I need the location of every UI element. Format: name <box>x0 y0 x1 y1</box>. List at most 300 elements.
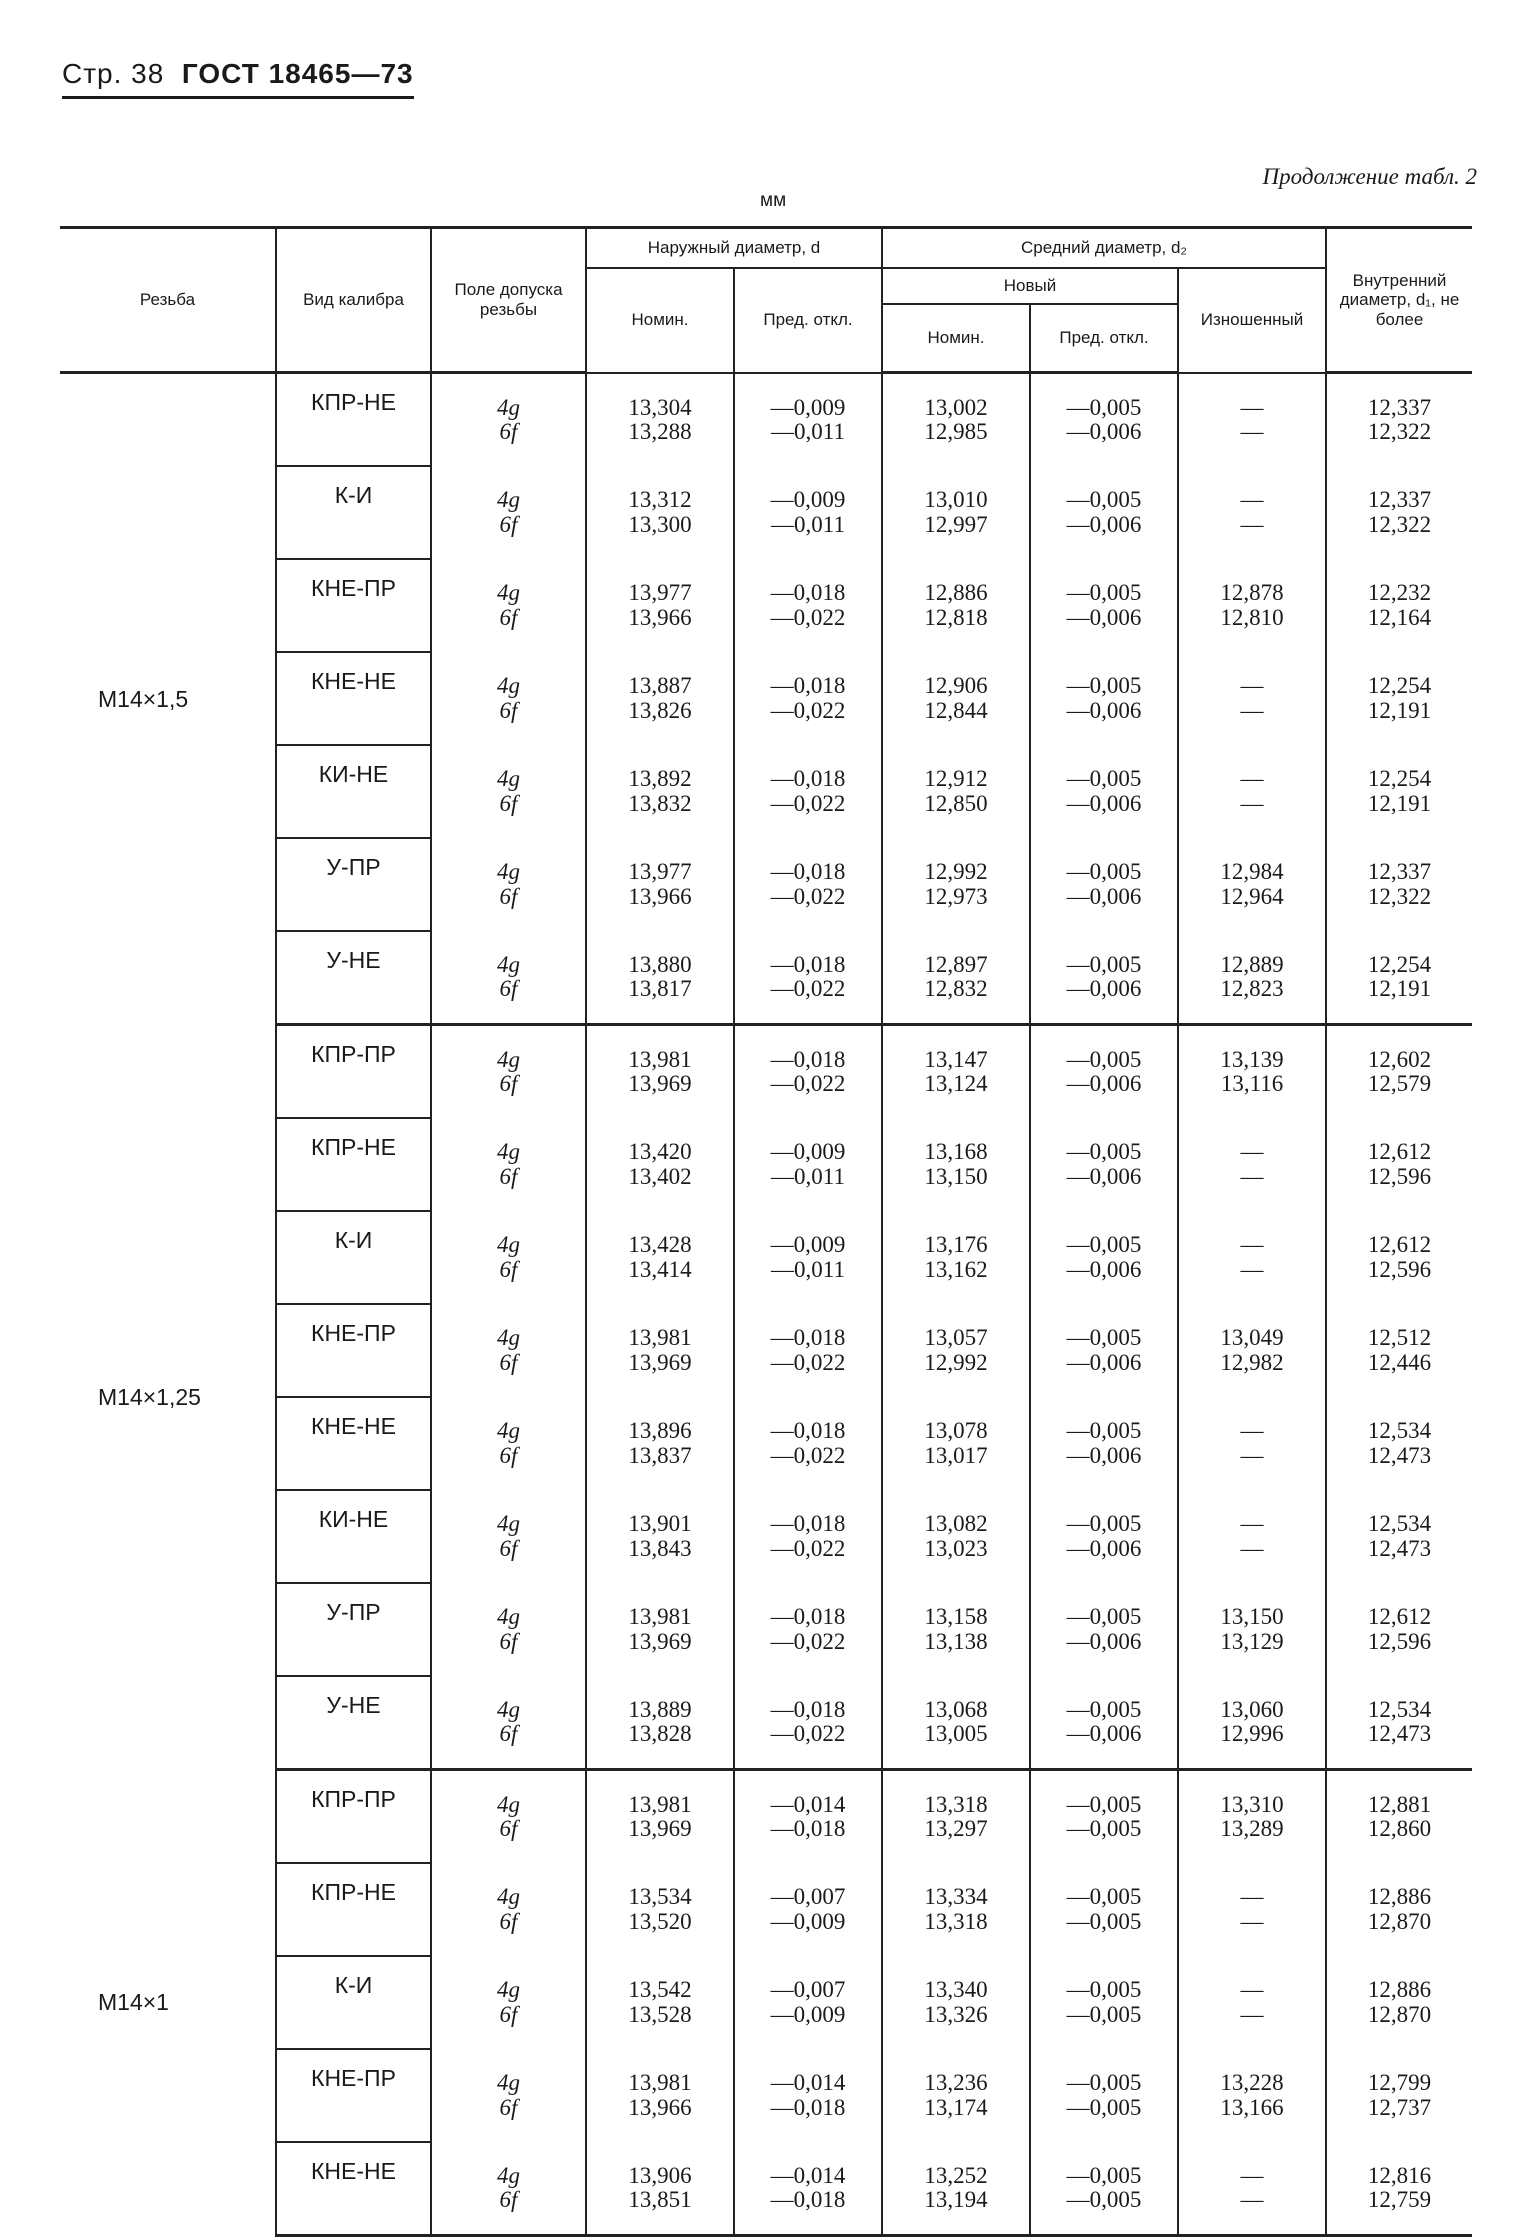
tolerance-value: 6f <box>499 1535 518 1561</box>
outer-deviation-values <box>734 838 882 931</box>
mean-worn-values <box>1178 931 1326 1025</box>
mean-nominal-value: 13,334 <box>924 1884 988 1910</box>
mean-deviation-value: —0,006 <box>1066 976 1142 1001</box>
inner-diameter-values <box>1326 745 1472 838</box>
outer-deviation-values <box>734 1025 882 1119</box>
tolerance-value: 4g <box>497 1139 520 1165</box>
mean-nominal-value: 13,023 <box>924 1535 988 1561</box>
inner-diameter-value: 12,512 <box>1367 1325 1432 1351</box>
outer-deviation-value: —0,018 <box>770 1604 846 1630</box>
mean-worn-value: 12,810 <box>1220 604 1284 630</box>
mean-deviation-value: —0,006 <box>1066 1535 1142 1561</box>
tolerance-value: 4g <box>497 580 520 606</box>
outer-deviation-value: —0,007 <box>770 1977 846 2003</box>
outer-deviation-value: —0,011 <box>771 1163 845 1189</box>
mean-nominal-value: 13,147 <box>924 1046 988 1072</box>
outer-deviation-values <box>734 559 882 652</box>
gauge-type: КПР-НЕ <box>276 1863 431 1956</box>
outer-nominal-value: 13,828 <box>628 1721 692 1746</box>
mean-deviation-value: —0,005 <box>1066 951 1142 977</box>
outer-nominal-value: 13,520 <box>628 1908 692 1934</box>
outer-deviation-value: —0,018 <box>770 859 846 885</box>
outer-nominal-value: 13,966 <box>628 2094 692 2120</box>
tolerance-value: 4g <box>497 859 520 885</box>
tolerance-value: 4g <box>497 394 520 420</box>
mean-deviation-values <box>1030 466 1178 559</box>
mean-deviation-value: —0,005 <box>1066 1139 1142 1165</box>
col-mean-nominal: Номин. <box>882 304 1030 373</box>
tolerance-value: 4g <box>497 487 520 513</box>
mean-worn-values <box>1178 373 1326 467</box>
outer-nominal-value: 13,420 <box>628 1139 692 1165</box>
mean-nominal-value: 12,844 <box>924 697 988 723</box>
tolerance-value: 4g <box>497 766 520 792</box>
outer-nominal-value: 13,826 <box>628 697 692 723</box>
outer-deviation-values <box>734 1490 882 1583</box>
tolerance-value: 4g <box>497 1884 520 1910</box>
mean-nominal-value: 13,340 <box>924 1977 988 2003</box>
inner-diameter-value: 12,596 <box>1367 1256 1432 1282</box>
outer-deviation-value: —0,022 <box>770 1628 846 1654</box>
mean-deviation-value: —0,005 <box>1066 859 1142 885</box>
mean-worn-values <box>1178 1770 1326 1864</box>
tolerance-value: 4g <box>497 2070 520 2096</box>
tolerance-value: 4g <box>497 1325 520 1351</box>
outer-deviation-values <box>734 1304 882 1397</box>
outer-nominal-value: 13,889 <box>628 1696 692 1722</box>
mean-deviation-value: —0,006 <box>1066 697 1142 723</box>
outer-nominal-value: 13,901 <box>628 1511 692 1537</box>
outer-deviation-value: —0,022 <box>770 1535 846 1561</box>
mean-deviation-values <box>1030 1956 1178 2049</box>
table-continuation-note: Продолжение табл. 2 <box>1262 164 1477 189</box>
col-mean-deviation: Пред. откл. <box>1030 304 1178 373</box>
mean-deviation-values <box>1030 1397 1178 1490</box>
tolerance-value: 6f <box>499 1816 518 1841</box>
gauge-type: КИ-НЕ <box>276 745 431 838</box>
outer-nominal-value: 13,312 <box>628 487 692 513</box>
mean-deviation-values <box>1030 2142 1178 2236</box>
outer-deviation-value: —0,009 <box>770 1139 846 1165</box>
mean-worn-value: — <box>1240 1139 1264 1165</box>
tolerance-value: 4g <box>497 951 520 977</box>
col-mean-worn: Изношенный <box>1178 268 1326 373</box>
mean-deviation-value: —0,006 <box>1066 1628 1142 1654</box>
mean-worn-value: 12,984 <box>1220 859 1284 885</box>
outer-nominal-value: 13,969 <box>628 1816 692 1841</box>
mean-worn-value: — <box>1240 1163 1264 1189</box>
inner-diameter-value: 12,612 <box>1367 1232 1432 1258</box>
inner-diameter-value: 12,446 <box>1367 1349 1432 1375</box>
tolerance-values <box>431 745 586 838</box>
outer-deviation-value: —0,018 <box>770 1511 846 1537</box>
mean-nominal-value: 13,297 <box>924 1816 988 1841</box>
outer-deviation-value: —0,014 <box>770 1791 846 1817</box>
outer-nominal-values <box>586 745 734 838</box>
tolerance-value: 6f <box>499 1256 518 1282</box>
mean-deviation-values <box>1030 373 1178 467</box>
mean-deviation-values <box>1030 2049 1178 2142</box>
tolerance-values <box>431 931 586 1025</box>
inner-diameter-values <box>1326 466 1472 559</box>
gauge-type: У-ПР <box>276 838 431 931</box>
inner-diameter-value: 12,816 <box>1367 2162 1432 2188</box>
col-thread: Резьба <box>60 228 276 373</box>
gauge-type: КИ-НЕ <box>276 1490 431 1583</box>
mean-worn-values <box>1178 838 1326 931</box>
inner-diameter-value: 12,870 <box>1367 2001 1432 2027</box>
mean-nominal-value: 13,318 <box>924 1908 988 1934</box>
inner-diameter-value: 12,881 <box>1367 1791 1432 1817</box>
inner-diameter-values <box>1326 652 1472 745</box>
mean-nominal-values <box>882 1304 1030 1397</box>
gauge-type: У-НЕ <box>276 1676 431 1770</box>
gauge-type: КНЕ-ПР <box>276 559 431 652</box>
gauge-type: У-ПР <box>276 1583 431 1676</box>
tolerance-value: 6f <box>499 697 518 723</box>
mean-deviation-value: —0,005 <box>1066 2187 1142 2212</box>
mean-deviation-values <box>1030 1770 1178 1864</box>
mean-nominal-value: 12,850 <box>924 790 988 816</box>
outer-nominal-value: 13,304 <box>628 394 692 420</box>
mean-worn-value: — <box>1240 1418 1264 1444</box>
mean-nominal-values <box>882 2142 1030 2236</box>
outer-nominal-value: 13,966 <box>628 883 692 909</box>
mean-nominal-values <box>882 838 1030 931</box>
outer-deviation-value: —0,022 <box>770 1071 846 1096</box>
outer-deviation-values <box>734 1956 882 2049</box>
inner-diameter-value: 12,337 <box>1367 859 1432 885</box>
tolerance-value: 6f <box>499 511 518 537</box>
mean-nominal-value: 12,973 <box>924 883 988 909</box>
outer-nominal-value: 13,428 <box>628 1232 692 1258</box>
outer-deviation-values <box>734 1583 882 1676</box>
tolerance-value: 6f <box>499 2187 518 2212</box>
mean-worn-value: — <box>1240 511 1264 537</box>
mean-deviation-value: —0,006 <box>1066 1349 1142 1375</box>
mean-worn-value: 12,889 <box>1220 951 1284 977</box>
tolerance-value: 4g <box>497 1791 520 1817</box>
mean-nominal-values <box>882 1583 1030 1676</box>
outer-nominal-value: 13,817 <box>628 976 692 1001</box>
outer-deviation-values <box>734 2049 882 2142</box>
col-gauge: Вид калибра <box>276 228 431 373</box>
tolerance-values <box>431 2049 586 2142</box>
mean-deviation-value: —0,005 <box>1066 2001 1142 2027</box>
col-inner-diameter: Внутренний диаметр, d₁, не более <box>1326 228 1472 373</box>
mean-deviation-value: —0,005 <box>1066 1604 1142 1630</box>
col-outer-deviation: Пред. откл. <box>734 268 882 373</box>
tolerance-values <box>431 1770 586 1864</box>
mean-worn-values <box>1178 745 1326 838</box>
mean-nominal-value: 13,010 <box>924 487 988 513</box>
mean-deviation-values <box>1030 1490 1178 1583</box>
inner-diameter-values <box>1326 1956 1472 2049</box>
outer-nominal-value: 13,981 <box>628 1791 692 1817</box>
mean-nominal-value: 13,194 <box>924 2187 988 2212</box>
inner-diameter-value: 12,337 <box>1367 487 1432 513</box>
mean-nominal-value: 13,150 <box>924 1163 988 1189</box>
mean-deviation-value: —0,006 <box>1066 419 1142 444</box>
outer-nominal-value: 13,528 <box>628 2001 692 2027</box>
inner-diameter-values <box>1326 1583 1472 1676</box>
mean-nominal-value: 13,176 <box>924 1232 988 1258</box>
tolerance-value: 6f <box>499 1908 518 1934</box>
table-row <box>60 1025 1472 1119</box>
mean-worn-value: — <box>1240 1977 1264 2003</box>
outer-nominal-values <box>586 838 734 931</box>
tolerance-values <box>431 1676 586 1770</box>
mean-worn-value: — <box>1240 1511 1264 1537</box>
mean-worn-values <box>1178 1490 1326 1583</box>
outer-deviation-values <box>734 373 882 467</box>
mean-deviation-value: —0,005 <box>1066 580 1142 606</box>
mean-nominal-value: 12,897 <box>924 951 988 977</box>
mean-nominal-value: 12,985 <box>924 419 988 444</box>
col-mean-diameter: Средний диаметр, d₂ <box>882 228 1326 269</box>
outer-nominal-value: 13,977 <box>628 859 692 885</box>
tolerance-value: 4g <box>497 2162 520 2188</box>
mean-nominal-values <box>882 1956 1030 2049</box>
gauge-type: У-НЕ <box>276 931 431 1025</box>
inner-diameter-value: 12,254 <box>1367 766 1432 792</box>
mean-nominal-values <box>882 1770 1030 1864</box>
mean-worn-value: — <box>1240 790 1264 816</box>
mean-nominal-value: 12,992 <box>924 1349 988 1375</box>
outer-deviation-value: —0,014 <box>770 2162 846 2188</box>
mean-deviation-value: —0,005 <box>1066 1908 1142 1934</box>
gauge-type: КПР-ПР <box>276 1770 431 1864</box>
inner-diameter-value: 12,534 <box>1367 1418 1432 1444</box>
mean-nominal-value: 13,005 <box>924 1721 988 1746</box>
mean-nominal-values <box>882 1211 1030 1304</box>
mean-worn-value: 13,166 <box>1220 2094 1284 2120</box>
inner-diameter-value: 12,886 <box>1367 1977 1432 2003</box>
inner-diameter-values <box>1326 1397 1472 1490</box>
outer-deviation-value: —0,018 <box>770 951 846 977</box>
outer-nominal-value: 13,981 <box>628 1604 692 1630</box>
inner-diameter-value: 12,799 <box>1367 2070 1432 2096</box>
outer-deviation-value: —0,018 <box>770 766 846 792</box>
mean-deviation-value: —0,006 <box>1066 1163 1142 1189</box>
tolerance-value: 6f <box>499 2094 518 2120</box>
mean-nominal-value: 12,818 <box>924 604 988 630</box>
outer-deviation-value: —0,014 <box>770 2070 846 2096</box>
tolerance-value: 6f <box>499 883 518 909</box>
inner-diameter-value: 12,596 <box>1367 1163 1432 1189</box>
col-outer-diameter: Наружный диаметр, d <box>586 228 882 269</box>
mean-nominal-value: 13,124 <box>924 1071 988 1096</box>
mean-nominal-values <box>882 466 1030 559</box>
tolerance-value: 6f <box>499 1442 518 1468</box>
mean-nominal-value: 13,162 <box>924 1256 988 1282</box>
outer-nominal-values <box>586 373 734 467</box>
mean-nominal-value: 13,017 <box>924 1442 988 1468</box>
tolerance-values <box>431 466 586 559</box>
mean-deviation-value: —0,006 <box>1066 1442 1142 1468</box>
mean-worn-value: 12,996 <box>1220 1721 1284 1746</box>
outer-nominal-value: 13,969 <box>628 1071 692 1096</box>
mean-deviation-value: —0,005 <box>1066 2094 1142 2120</box>
tolerance-values <box>431 559 586 652</box>
mean-worn-value: 13,049 <box>1220 1325 1284 1351</box>
mean-nominal-value: 12,997 <box>924 511 988 537</box>
mean-worn-value: — <box>1240 1908 1264 1934</box>
mean-deviation-value: —0,006 <box>1066 1071 1142 1096</box>
outer-nominal-value: 13,969 <box>628 1349 692 1375</box>
mean-worn-values <box>1178 1956 1326 2049</box>
inner-diameter-values <box>1326 1304 1472 1397</box>
mean-worn-value: — <box>1240 697 1264 723</box>
tolerance-values <box>431 1118 586 1211</box>
outer-deviation-value: —0,011 <box>771 1256 845 1282</box>
mean-nominal-values <box>882 559 1030 652</box>
outer-deviation-value: —0,009 <box>770 487 846 513</box>
tolerance-values <box>431 373 586 467</box>
outer-deviation-values <box>734 2142 882 2236</box>
mean-nominal-value: 13,078 <box>924 1418 988 1444</box>
mean-worn-value: 12,878 <box>1220 580 1284 606</box>
tolerance-values <box>431 1583 586 1676</box>
mean-worn-value: — <box>1240 673 1264 699</box>
mean-deviation-value: —0,005 <box>1066 1696 1142 1722</box>
tolerance-value: 4g <box>497 673 520 699</box>
inner-diameter-values <box>1326 1770 1472 1864</box>
mean-deviation-value: —0,006 <box>1066 511 1142 537</box>
mean-nominal-value: 13,326 <box>924 2001 988 2027</box>
outer-deviation-value: —0,011 <box>771 418 845 444</box>
outer-deviation-values <box>734 1863 882 1956</box>
mean-worn-values <box>1178 466 1326 559</box>
mean-nominal-value: 12,912 <box>924 766 988 792</box>
mean-worn-values <box>1178 652 1326 745</box>
inner-diameter-values <box>1326 559 1472 652</box>
inner-diameter-values <box>1326 1863 1472 1956</box>
outer-deviation-values <box>734 1770 882 1864</box>
mean-deviation-values <box>1030 1676 1178 1770</box>
mean-worn-value: — <box>1240 1884 1264 1910</box>
mean-nominal-values <box>882 1397 1030 1490</box>
outer-nominal-values <box>586 1397 734 1490</box>
mean-nominal-value: 13,057 <box>924 1325 988 1351</box>
mean-worn-value: 12,982 <box>1220 1349 1284 1375</box>
mean-deviation-values <box>1030 1304 1178 1397</box>
mean-deviation-value: —0,005 <box>1066 1232 1142 1258</box>
tolerance-value: 6f <box>499 1721 518 1746</box>
gauge-type: К-И <box>276 1211 431 1304</box>
mean-worn-values <box>1178 1025 1326 1119</box>
outer-nominal-values <box>586 1770 734 1864</box>
inner-diameter-value: 12,473 <box>1367 1721 1432 1746</box>
mean-deviation-value: —0,005 <box>1066 1046 1142 1072</box>
inner-diameter-values <box>1326 2142 1472 2236</box>
outer-nominal-value: 13,534 <box>628 1884 692 1910</box>
outer-deviation-values <box>734 652 882 745</box>
tolerance-values <box>431 1863 586 1956</box>
outer-deviation-values <box>734 1211 882 1304</box>
outer-deviation-value: —0,022 <box>770 1349 846 1375</box>
mean-deviation-value: —0,005 <box>1066 394 1142 420</box>
tolerance-value: 4g <box>497 1696 520 1722</box>
inner-diameter-value: 12,612 <box>1367 1139 1432 1165</box>
outer-nominal-value: 13,832 <box>628 790 692 816</box>
mean-deviation-value: —0,005 <box>1066 1884 1142 1910</box>
mean-deviation-value: —0,005 <box>1066 1511 1142 1537</box>
outer-nominal-values <box>586 1863 734 1956</box>
gauge-type: КНЕ-ПР <box>276 2049 431 2142</box>
tolerance-value: 6f <box>499 604 518 630</box>
outer-nominal-values <box>586 1676 734 1770</box>
outer-deviation-value: —0,018 <box>770 2187 846 2212</box>
outer-nominal-value: 13,969 <box>628 1628 692 1654</box>
inner-diameter-value: 12,473 <box>1367 1442 1432 1468</box>
outer-deviation-value: —0,009 <box>770 1232 846 1258</box>
mean-deviation-value: —0,006 <box>1066 1256 1142 1282</box>
mean-worn-values <box>1178 1863 1326 1956</box>
tolerance-values <box>431 838 586 931</box>
outer-nominal-value: 13,887 <box>628 673 692 699</box>
outer-deviation-value: —0,018 <box>770 580 846 606</box>
inner-diameter-value: 12,596 <box>1367 1628 1432 1654</box>
mean-nominal-values <box>882 373 1030 467</box>
tolerance-value: 6f <box>499 1349 518 1375</box>
mean-nominal-value: 12,886 <box>924 580 988 606</box>
outer-nominal-value: 13,977 <box>628 580 692 606</box>
outer-deviation-value: —0,011 <box>771 511 845 537</box>
tolerance-value: 4g <box>497 1511 520 1537</box>
gauge-type: К-И <box>276 466 431 559</box>
outer-nominal-values <box>586 1025 734 1119</box>
mean-worn-value: — <box>1240 2187 1264 2212</box>
inner-diameter-value: 12,164 <box>1367 604 1432 630</box>
mean-worn-value: — <box>1240 1535 1264 1561</box>
col-outer-nominal: Номин. <box>586 268 734 373</box>
table-header <box>60 228 1472 373</box>
outer-deviation-value: —0,007 <box>770 1884 846 1910</box>
mean-nominal-values <box>882 1025 1030 1119</box>
mean-worn-value: 13,150 <box>1220 1604 1284 1630</box>
outer-nominal-values <box>586 1490 734 1583</box>
inner-diameter-values <box>1326 1676 1472 1770</box>
mean-worn-value: — <box>1240 2162 1264 2188</box>
outer-nominal-values <box>586 1118 734 1211</box>
tolerance-values <box>431 2142 586 2236</box>
mean-nominal-value: 13,236 <box>924 2070 988 2096</box>
tolerance-values <box>431 1304 586 1397</box>
col-tolerance: Поле допуска резьбы <box>431 228 586 373</box>
outer-nominal-value: 13,300 <box>628 511 692 537</box>
mean-worn-value: 13,289 <box>1220 1816 1284 1841</box>
mean-nominal-value: 12,906 <box>924 673 988 699</box>
mean-worn-value: — <box>1240 487 1264 513</box>
mean-worn-value: 13,129 <box>1220 1628 1284 1654</box>
inner-diameter-values <box>1326 931 1472 1025</box>
tolerance-value: 6f <box>499 419 518 444</box>
mean-deviation-value: —0,005 <box>1066 1325 1142 1351</box>
inner-diameter-value: 12,254 <box>1367 951 1432 977</box>
inner-diameter-values <box>1326 1490 1472 1583</box>
tolerance-values <box>431 1211 586 1304</box>
mean-worn-values <box>1178 1118 1326 1211</box>
inner-diameter-value: 12,322 <box>1367 883 1432 909</box>
outer-deviation-value: —0,009 <box>770 1908 846 1934</box>
mean-worn-value: — <box>1240 766 1264 792</box>
table-row <box>60 373 1472 467</box>
mean-nominal-values <box>882 2049 1030 2142</box>
mean-deviation-value: —0,005 <box>1066 1418 1142 1444</box>
outer-deviation-value: —0,009 <box>770 394 846 420</box>
mean-worn-values <box>1178 559 1326 652</box>
